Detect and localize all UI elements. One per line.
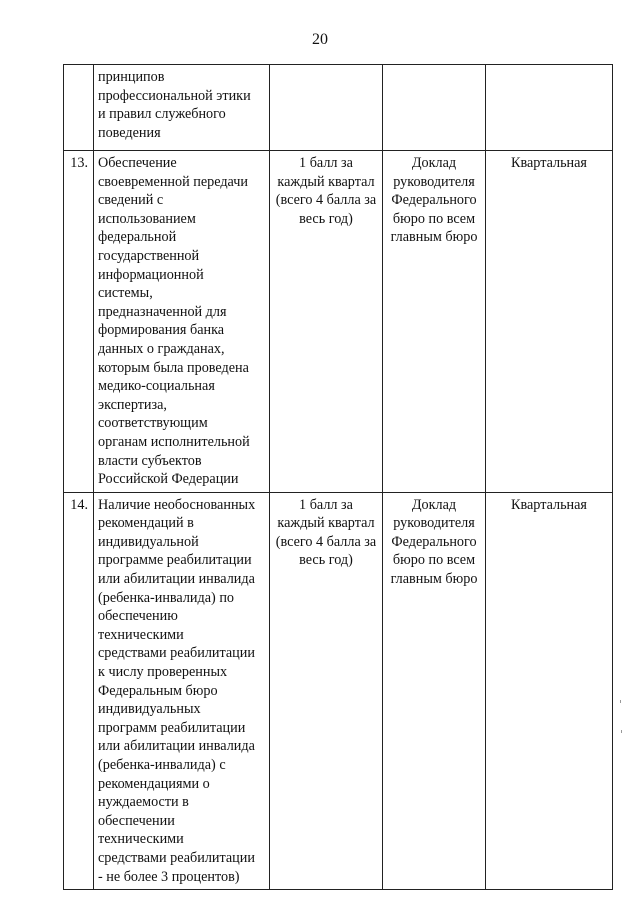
indicator-text: [98, 154, 265, 489]
period-cell: [486, 492, 613, 889]
indicator-cell: [94, 65, 270, 151]
text-line: поведения: [98, 124, 161, 141]
scan-speck: [621, 730, 622, 733]
text-line: принципов: [98, 69, 165, 85]
text-line: главным бюро: [390, 229, 478, 246]
text-line: Наличие необоснованных: [98, 496, 256, 513]
text-line: (всего 4 балла за: [275, 533, 377, 550]
text-line: медико-социальная: [98, 378, 215, 395]
text-line: 1 балл за: [299, 496, 353, 513]
indicator-cell: [94, 492, 270, 889]
text-line: или абилитации инвалида: [98, 571, 255, 588]
row-number-cell: [64, 151, 94, 493]
text-line: или абилитации инвалида: [98, 738, 255, 755]
indicators-table-body: [64, 65, 613, 890]
scan-speck: [620, 700, 621, 703]
text-line: обеспечении: [98, 812, 175, 829]
text-line: программе реабилитации: [98, 552, 252, 569]
text-line: Обеспечение: [98, 155, 177, 171]
points-cell: [270, 492, 383, 889]
text-line: органам исполнительной: [98, 433, 250, 450]
table-row: [64, 65, 613, 151]
row-number: 14.: [70, 496, 88, 513]
text-line: техническими: [98, 626, 184, 643]
text-line: (ребенка-инвалида) по: [98, 589, 235, 606]
text-line: каждый квартал: [277, 515, 375, 532]
period-text: Квартальная: [511, 155, 587, 171]
text-line: Российской Федерации: [98, 471, 239, 488]
text-line: программ реабилитации: [98, 719, 246, 736]
source-cell: [383, 65, 486, 151]
text-line: формирования банка: [98, 322, 225, 339]
text-line: техническими: [98, 831, 184, 848]
text-line: весь год): [299, 210, 353, 227]
text-line: использованием: [98, 210, 196, 227]
text-line: к числу проверенных: [98, 664, 228, 681]
text-line: Федерального: [391, 533, 477, 550]
text-line: государственной: [98, 247, 200, 264]
source-cell: [383, 151, 486, 493]
source-text: [387, 154, 481, 247]
text-line: предназначенной для: [98, 303, 227, 320]
text-line: (ребенка-инвалида) с: [98, 757, 226, 773]
points-cell: [270, 151, 383, 493]
text-line: Федеральным бюро: [98, 682, 218, 699]
text-line: руководителя: [393, 515, 475, 532]
text-line: руководителя: [393, 173, 475, 190]
text-line: своевременной передачи: [98, 173, 249, 190]
source-text: [387, 496, 481, 589]
text-line: 1 балл за: [299, 155, 353, 171]
text-line: профессиональной этики: [98, 87, 251, 104]
text-line: индивидуальных: [98, 701, 201, 718]
indicator-cell: [94, 151, 270, 493]
row-number-cell: [64, 65, 94, 151]
text-line: весь год): [299, 552, 353, 569]
text-line: бюро по всем: [392, 552, 476, 569]
text-line: соответствующим: [98, 415, 208, 432]
text-line: - не более 3 процентов): [98, 868, 240, 885]
period-cell: [486, 65, 613, 151]
period-text: Квартальная: [511, 496, 587, 513]
indicator-text: [98, 68, 265, 142]
points-text: [274, 154, 378, 228]
text-line: бюро по всем: [392, 210, 476, 227]
text-line: и правил служебного: [98, 106, 226, 123]
text-line: индивидуальной: [98, 533, 199, 550]
table-row: [64, 151, 613, 493]
row-number: 13.: [70, 155, 88, 171]
indicators-table: [63, 64, 613, 890]
row-number-cell: [64, 492, 94, 889]
text-line: федеральной: [98, 229, 177, 246]
text-line: рекомендаций в: [98, 515, 194, 532]
text-line: средствами реабилитации: [98, 645, 255, 662]
text-line: нуждаемости в: [98, 794, 189, 811]
text-line: Доклад: [411, 496, 457, 513]
text-line: обеспечению: [98, 608, 178, 625]
text-line: Федерального: [391, 192, 477, 209]
table-row: [64, 492, 613, 889]
text-line: сведений с: [98, 192, 164, 209]
text-line: которым была проведена: [98, 359, 249, 376]
indicator-text: [98, 496, 265, 886]
text-line: средствами реабилитации: [98, 849, 255, 866]
text-line: данных о гражданах,: [98, 340, 225, 357]
points-cell: [270, 65, 383, 151]
points-text: [274, 496, 378, 570]
text-line: власти субъектов: [98, 452, 202, 469]
page-number: 20: [312, 31, 328, 48]
source-cell: [383, 492, 486, 889]
text-line: системы,: [98, 285, 153, 302]
text-line: каждый квартал: [277, 173, 375, 190]
text-line: (всего 4 балла за: [275, 192, 377, 209]
text-line: экспертиза,: [98, 396, 167, 413]
text-line: Доклад: [411, 155, 457, 171]
period-cell: [486, 151, 613, 493]
text-line: информационной: [98, 266, 204, 283]
text-line: главным бюро: [390, 571, 478, 588]
text-line: рекомендациями о: [98, 775, 210, 792]
